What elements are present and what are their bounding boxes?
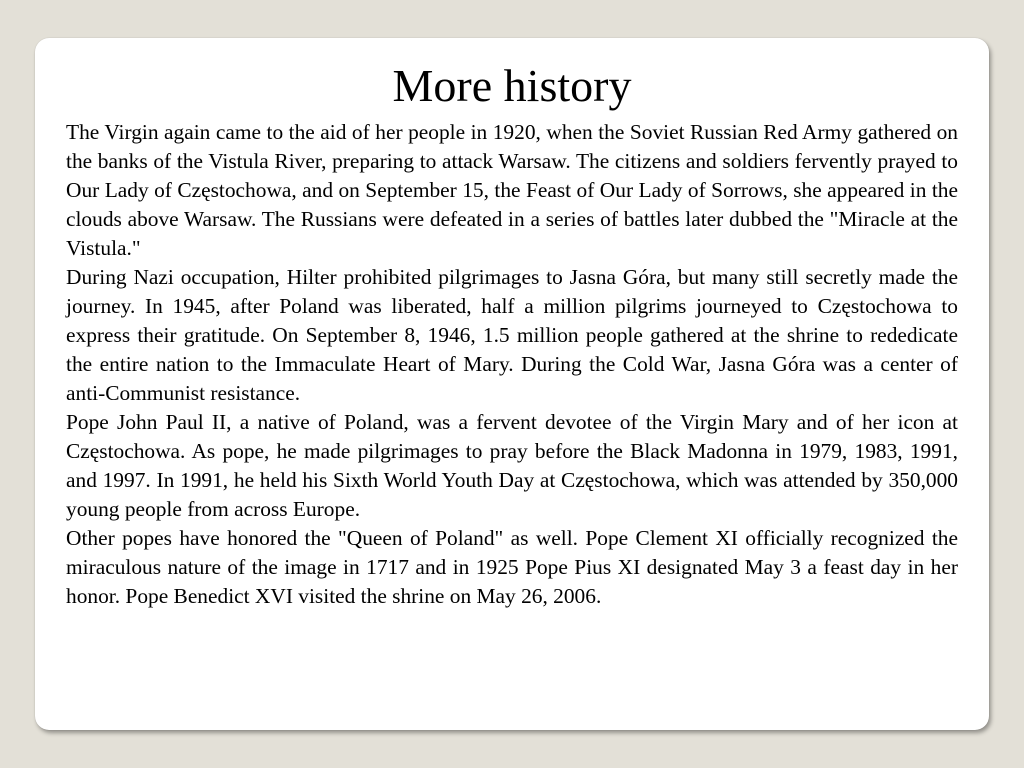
- slide-card: [35, 38, 989, 730]
- slide-body: [66, 118, 958, 611]
- paragraph-nazi-occupation: During Nazi occupation, Hilter prohibited pilgrimages to Jasna Góra, but many still secretly made the journey. In 1945, after Poland was liberated, half a million pilgrims journeyed to Częstochowa to express their gratitude. On September 8, 1946, 1.5 million people gathered at the shrine to rededicate the entire nation to the Immaculate Heart of Mary. During the Cold War, Jasna Góra was a center of anti-Communist resistance.: [66, 265, 958, 405]
- paragraph-1920-miracle: The Virgin again came to the aid of her people in 1920, when the Soviet Russian Red Army gathered on the banks of the Vistula River, preparing to attack Warsaw. The citizens and soldiers fervently prayed to Our Lady of Częstochowa, and on September 15, the Feast of Our Lady of Sorrows, she appeared in the clouds above Warsaw. The Russians were defeated in a series of battles later dubbed the "Miracle at the Vistula.": [66, 120, 958, 260]
- paragraph-other-popes: Other popes have honored the "Queen of Poland" as well. Pope Clement XI officially recognized the miraculous nature of the image in 1717 and in 1925 Pope Pius XI designated May 3 a feast day in her honor. Pope Benedict XVI visited the shrine on May 26, 2006.: [66, 526, 958, 608]
- slide-title: More history: [392, 60, 632, 111]
- paragraph-john-paul-ii: Pope John Paul II, a native of Poland, was a fervent devotee of the Virgin Mary and of her icon at Częstochowa. As pope, he made pilgrimages to pray before the Black Madonna in 1979, 1983, 1991, and 1997. In 1991, he held his Sixth World Youth Day at Częstochowa, which was attended by 350,000 young people from across Europe.: [66, 410, 958, 521]
